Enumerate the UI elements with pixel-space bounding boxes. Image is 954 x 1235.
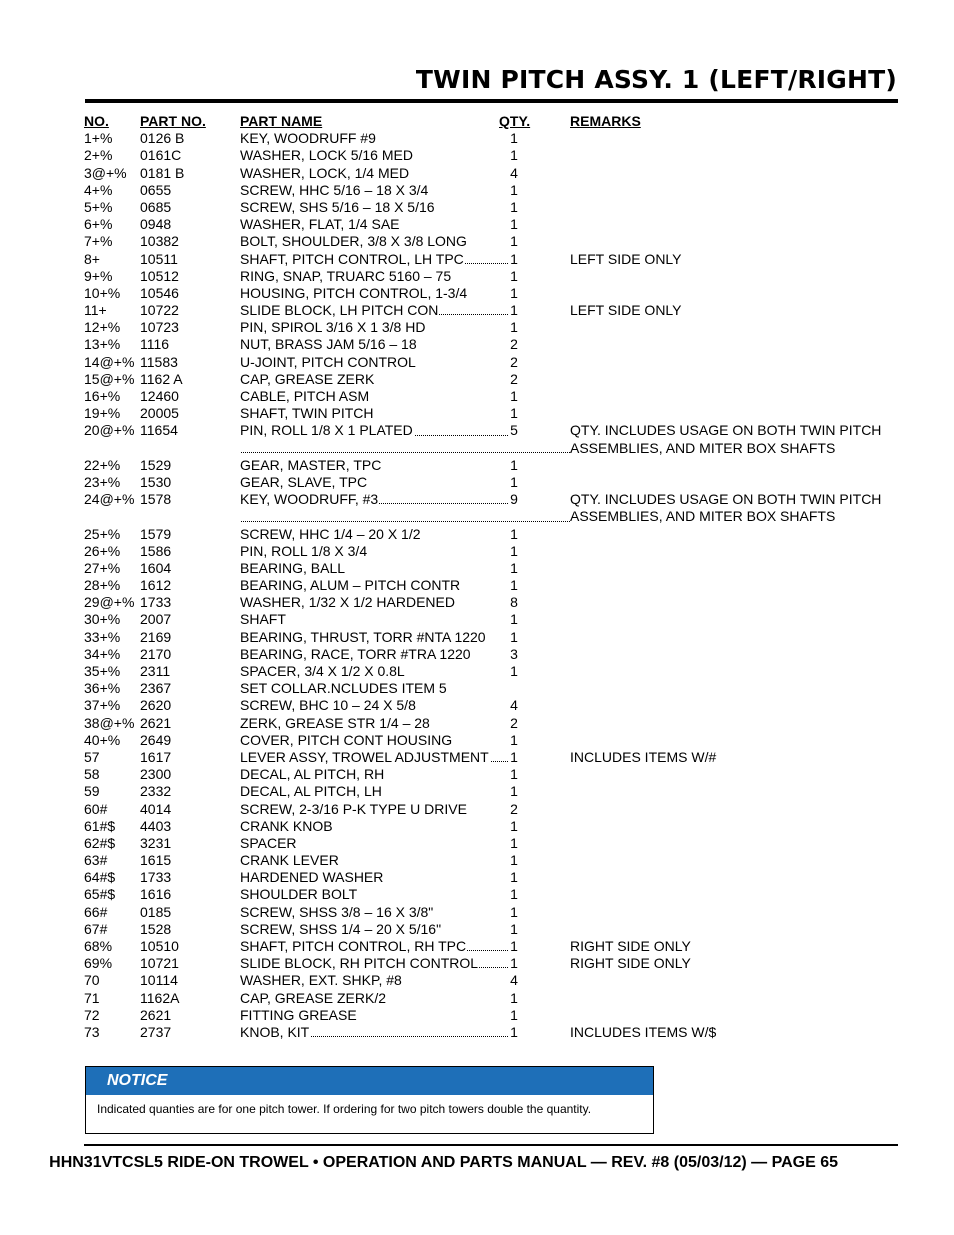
- part-number: 1579: [140, 525, 172, 542]
- quantity: 1: [510, 748, 518, 765]
- item-no: 66#: [84, 903, 108, 920]
- quantity: 1: [510, 611, 518, 628]
- table-row: [84, 491, 884, 508]
- part-number: 1733: [140, 869, 172, 886]
- quantity: 2: [510, 353, 518, 370]
- part-number: 10721: [140, 955, 179, 972]
- quantity: 1: [510, 319, 518, 336]
- quantity: 1: [510, 955, 518, 972]
- item-no: 67#: [84, 920, 108, 937]
- remarks: INCLUDES ITEMS W/$: [570, 1023, 717, 1040]
- part-name-leader: [240, 302, 508, 319]
- item-no: 73: [84, 1023, 100, 1040]
- item-no: 33+%: [84, 628, 121, 645]
- remarks: QTY. INCLUDES USAGE ON BOTH TWIN PITCH: [570, 422, 882, 439]
- quantity: 1: [510, 233, 518, 250]
- table-row: [84, 938, 884, 955]
- item-no: 12+%: [84, 319, 121, 336]
- part-number: 3231: [140, 834, 172, 851]
- table-row: [84, 629, 884, 646]
- part-number: 1529: [140, 456, 172, 473]
- item-no: 27+%: [84, 559, 121, 576]
- part-name: BOLT, SHOULDER, 3/8 X 3/8 LONG: [240, 233, 467, 250]
- header-part-no: PART NO.: [140, 113, 206, 129]
- part-number: 2007: [140, 611, 172, 628]
- parts-table: [84, 113, 884, 1041]
- item-no: 60#: [84, 800, 108, 817]
- part-name: PIN, ROLL 1/8 X 3/4: [240, 542, 368, 559]
- part-number: 0126 B: [140, 130, 185, 147]
- table-row: [84, 852, 884, 869]
- part-name: COVER, PITCH CONT HOUSING: [240, 731, 453, 748]
- part-number: 2170: [140, 645, 172, 662]
- part-number: 1615: [140, 852, 172, 869]
- part-name: BEARING, BALL: [240, 559, 346, 576]
- table-row: [84, 1024, 884, 1041]
- part-name: SLIDE BLOCK, RH PITCH CONTROL: [240, 955, 479, 972]
- item-no: 59: [84, 783, 100, 800]
- table-row: [84, 302, 884, 319]
- table-row: [84, 543, 884, 560]
- item-no: 13+%: [84, 336, 121, 353]
- table-row: [84, 904, 884, 921]
- quantity: 4: [510, 697, 518, 714]
- title-divider: [85, 99, 898, 103]
- quantity: 1: [510, 267, 518, 284]
- item-no: 72: [84, 1006, 100, 1023]
- part-name: SHAFT, TWIN PITCH: [240, 405, 374, 422]
- header-part-name: PART NAME: [240, 113, 323, 129]
- table-row: [84, 697, 884, 714]
- item-no: 23+%: [84, 473, 121, 490]
- table-row: [84, 732, 884, 749]
- part-name: CAP, GREASE ZERK/2: [240, 989, 387, 1006]
- quantity: 3: [510, 645, 518, 662]
- item-no: 4+%: [84, 181, 113, 198]
- item-no: 68%: [84, 938, 113, 954]
- table-row: [84, 440, 884, 457]
- part-number: 11583: [140, 353, 178, 370]
- table-row: [84, 560, 884, 577]
- part-name: RING, SNAP, TRUARC 5160 – 75: [240, 267, 452, 284]
- quantity: 1: [510, 628, 518, 645]
- table-row: [84, 182, 884, 199]
- part-number: 1586: [140, 542, 172, 559]
- table-row: [84, 251, 884, 268]
- part-name: SCREW, HHC 5/16 – 18 X 3/4: [240, 181, 429, 198]
- part-name-leader: [240, 938, 508, 955]
- item-no: 63#: [84, 852, 108, 869]
- table-row: [84, 422, 884, 439]
- quantity: 1: [510, 388, 518, 404]
- table-row: [84, 508, 884, 525]
- remarks: ASSEMBLIES, AND MITER BOX SHAFTS: [570, 439, 836, 456]
- part-number: 0185: [140, 903, 172, 920]
- table-row: [84, 783, 884, 800]
- table-row: [84, 388, 884, 405]
- item-no: 16+%: [84, 388, 121, 404]
- table-row: [84, 405, 884, 422]
- item-no: 61#$: [84, 817, 116, 834]
- quantity: 1: [510, 852, 518, 869]
- quantity: 4: [510, 972, 518, 989]
- table-row: [84, 594, 884, 611]
- quantity: 1: [510, 542, 518, 559]
- part-name: HARDENED WASHER: [240, 869, 384, 886]
- part-number: 1162A: [140, 989, 180, 1006]
- item-no: 38@+%: [84, 714, 135, 731]
- table-row: [84, 319, 884, 336]
- item-no: 10+%: [84, 284, 121, 301]
- part-number: 10723: [140, 319, 179, 336]
- part-name-leader: [240, 955, 508, 972]
- item-no: 29@+%: [84, 594, 135, 611]
- table-row: [84, 165, 884, 182]
- table-row: [84, 457, 884, 474]
- footer-divider: [84, 1144, 898, 1146]
- item-no: 70: [84, 972, 100, 989]
- notice-box: [85, 1066, 654, 1134]
- quantity: 1: [510, 198, 518, 215]
- item-no: 34+%: [84, 645, 121, 662]
- part-name: SPACER: [240, 834, 297, 851]
- table-header: [84, 113, 884, 130]
- part-name: SCREW, SHS 5/16 – 18 X 5/16: [240, 198, 435, 215]
- table-row: [84, 801, 884, 818]
- part-name: GEAR, MASTER, TPC: [240, 456, 382, 473]
- item-no: 65#$: [84, 886, 116, 903]
- item-no: 58: [84, 766, 100, 783]
- table-row: [84, 646, 884, 663]
- remarks: QTY. INCLUDES USAGE ON BOTH TWIN PITCH: [570, 491, 882, 508]
- part-name: BEARING, ALUM – PITCH CONTR: [240, 577, 461, 594]
- table-row: [84, 972, 884, 989]
- part-name: PIN, SPIROL 3/16 X 1 3/8 HD: [240, 319, 426, 336]
- part-name: SLIDE BLOCK, LH PITCH CON: [240, 302, 439, 319]
- item-no: 6+%: [84, 216, 113, 233]
- part-number: 1612: [140, 577, 172, 594]
- quantity: 1: [510, 577, 518, 594]
- item-no: 69%: [84, 955, 113, 972]
- quantity: 1: [510, 766, 518, 783]
- remarks: RIGHT SIDE ONLY: [570, 955, 691, 972]
- part-number: 4014: [140, 800, 172, 817]
- part-name: SCREW, 2-3/16 P-K TYPE U DRIVE: [240, 800, 467, 817]
- item-no: 57: [84, 748, 100, 765]
- part-name: BEARING, RACE, TORR #TRA 1220: [240, 645, 471, 662]
- part-number: 1604: [140, 559, 172, 576]
- item-no: 71: [84, 989, 100, 1006]
- table-row: [84, 921, 884, 938]
- part-name: KEY, WOODRUFF #9: [240, 130, 376, 147]
- table-row: [84, 749, 884, 766]
- part-name: ZERK, GREASE STR 1/4 – 28: [240, 714, 430, 731]
- part-number: 0948: [140, 216, 172, 233]
- part-name: [240, 440, 241, 456]
- part-number: 0181 B: [140, 164, 185, 181]
- quantity: 9: [510, 491, 518, 508]
- part-name: LEVER ASSY, TROWEL ADJUSTMENT: [240, 748, 489, 765]
- quantity: 1: [510, 147, 518, 164]
- item-no: 40+%: [84, 731, 121, 748]
- part-name: BEARING, THRUST, TORR #NTA 1220: [240, 628, 486, 645]
- part-name: GEAR, SLAVE, TPC: [240, 473, 368, 490]
- part-number: 12460: [140, 388, 179, 404]
- quantity: 1: [510, 834, 518, 851]
- part-number: 10510: [140, 938, 179, 954]
- part-number: 2300: [140, 766, 172, 783]
- part-name-leader: [240, 508, 570, 525]
- part-name: SET COLLAR.NCLUDES ITEM 5: [240, 680, 447, 697]
- part-number: 2367: [140, 680, 172, 697]
- table-row: [84, 818, 884, 835]
- table-row: [84, 285, 884, 302]
- part-name: CRANK KNOB: [240, 817, 333, 834]
- part-number: 10114: [140, 972, 178, 989]
- part-name: PIN, ROLL 1/8 X 1 PLATED: [240, 422, 413, 439]
- quantity: 1: [510, 525, 518, 542]
- part-name: SCREW, BHC 10 – 24 X 5/8: [240, 697, 416, 714]
- table-row: [84, 130, 884, 147]
- item-no: 11+: [84, 302, 107, 319]
- part-number: 1616: [140, 886, 172, 903]
- table-row: [84, 199, 884, 216]
- remarks: RIGHT SIDE ONLY: [570, 938, 691, 954]
- part-name: WASHER, LOCK 5/16 MED: [240, 147, 413, 164]
- quantity: 1: [510, 817, 518, 834]
- part-name-leader: [240, 749, 508, 766]
- quantity: 1: [510, 1023, 518, 1040]
- part-name: SHOULDER BOLT: [240, 886, 358, 903]
- item-no: 28+%: [84, 577, 121, 594]
- item-no: 25+%: [84, 525, 121, 542]
- table-row: [84, 336, 884, 353]
- part-name: WASHER, FLAT, 1/4 SAE: [240, 216, 400, 233]
- table-row: [84, 715, 884, 732]
- quantity: 1: [510, 456, 518, 473]
- part-name: WASHER, 1/32 X 1/2 HARDENED: [240, 594, 455, 611]
- part-name: KEY, WOODRUFF, #3: [240, 491, 379, 508]
- part-number: 1530: [140, 473, 172, 490]
- part-name: SCREW, SHSS 1/4 – 20 X 5/16": [240, 920, 442, 937]
- table-row: [84, 371, 884, 388]
- part-name: SCREW, SHSS 3/8 – 16 X 3/8": [240, 903, 434, 920]
- item-no: 2+%: [84, 147, 113, 164]
- part-name-leader: [240, 1024, 508, 1041]
- part-name: DECAL, AL PITCH, LH: [240, 783, 382, 800]
- quantity: 1: [510, 130, 518, 147]
- table-row: [84, 354, 884, 371]
- remarks: LEFT SIDE ONLY: [570, 250, 682, 267]
- item-no: 22+%: [84, 456, 121, 473]
- item-no: 7+%: [84, 233, 113, 250]
- item-no: 35+%: [84, 663, 121, 679]
- part-number: 4403: [140, 817, 172, 834]
- part-name-leader: [240, 422, 508, 439]
- quantity: 2: [510, 714, 518, 731]
- leader-dots: [240, 452, 570, 453]
- table-row: [84, 216, 884, 233]
- part-number: 0655: [140, 181, 172, 198]
- item-no: 20@+%: [84, 422, 135, 439]
- table-row: [84, 955, 884, 972]
- notice-text: Indicated quanties are for one pitch tower. If ordering for two pitch towers double the quantity.: [97, 1102, 592, 1116]
- table-row: [84, 268, 884, 285]
- item-no: 3@+%: [84, 164, 127, 181]
- table-body: [84, 130, 884, 1041]
- quantity: 1: [510, 920, 518, 937]
- item-no: 19+%: [84, 405, 121, 422]
- quantity: 1: [510, 216, 518, 233]
- table-row: [84, 886, 884, 903]
- part-number: 20005: [140, 405, 179, 422]
- table-row: [84, 663, 884, 680]
- part-number: 2620: [140, 697, 172, 714]
- table-row: [84, 577, 884, 594]
- quantity: 1: [510, 302, 518, 319]
- page-title: TWIN PITCH ASSY. 1 (LEFT/RIGHT): [415, 65, 897, 94]
- table-row: [84, 835, 884, 852]
- quantity: 4: [510, 164, 518, 181]
- part-name: [240, 508, 241, 524]
- part-name: U-JOINT, PITCH CONTROL: [240, 353, 416, 370]
- part-name: SHAFT: [240, 611, 286, 628]
- part-number: 1617: [140, 748, 172, 765]
- header-no: NO.: [84, 113, 109, 129]
- part-name: SCREW, HHC 1/4 – 20 X 1/2: [240, 525, 421, 542]
- part-number: 0685: [140, 198, 172, 215]
- part-name: SHAFT, PITCH CONTROL, RH TPC: [240, 938, 467, 954]
- table-row: [84, 869, 884, 886]
- quantity: 2: [510, 800, 518, 817]
- part-name-leader: [240, 491, 508, 508]
- part-number: 2621: [140, 714, 172, 731]
- header-remarks: REMARKS: [570, 113, 641, 129]
- part-name: KNOB, KIT: [240, 1023, 310, 1040]
- quantity: 1: [510, 783, 518, 800]
- part-number: 2621: [140, 1006, 172, 1023]
- item-no: 1+%: [84, 130, 113, 147]
- item-no: 24@+%: [84, 491, 135, 508]
- quantity: 1: [510, 989, 518, 1006]
- quantity: 1: [510, 903, 518, 920]
- part-number: 10512: [140, 267, 179, 284]
- remarks: LEFT SIDE ONLY: [570, 302, 682, 319]
- part-name: WASHER, LOCK, 1/4 MED: [240, 164, 410, 181]
- quantity: 1: [510, 869, 518, 886]
- part-number: 2737: [140, 1023, 172, 1040]
- quantity: 8: [510, 594, 518, 611]
- part-number: 2311: [140, 663, 171, 679]
- quantity: 1: [510, 284, 518, 301]
- item-no: 30+%: [84, 611, 121, 628]
- part-number: 10546: [140, 284, 179, 301]
- part-name: CABLE, PITCH ASM: [240, 388, 370, 404]
- table-row: [84, 474, 884, 491]
- header-qty: QTY.: [499, 113, 531, 129]
- part-number: 2169: [140, 628, 172, 645]
- quantity: 2: [510, 336, 518, 353]
- item-no: 36+%: [84, 680, 121, 697]
- quantity: 1: [510, 250, 518, 267]
- table-row: [84, 1007, 884, 1024]
- remarks: INCLUDES ITEMS W/#: [570, 748, 717, 765]
- quantity: 5: [510, 422, 518, 439]
- part-number: 1162 A: [140, 370, 183, 387]
- quantity: 1: [510, 405, 518, 422]
- part-number: 10382: [140, 233, 179, 250]
- part-name: NUT, BRASS JAM 5/16 – 18: [240, 336, 417, 353]
- leader-dots: [240, 521, 570, 522]
- quantity: 1: [510, 663, 518, 679]
- remarks: ASSEMBLIES, AND MITER BOX SHAFTS: [570, 508, 836, 525]
- part-name-leader: [240, 440, 570, 457]
- part-name: CRANK LEVER: [240, 852, 339, 869]
- quantity: 1: [510, 1006, 518, 1023]
- part-number: 0161C: [140, 147, 182, 164]
- quantity: 1: [510, 938, 518, 954]
- table-row: [84, 611, 884, 628]
- table-row: [84, 680, 884, 697]
- part-number: 11654: [140, 422, 178, 439]
- part-number: 1578: [140, 491, 172, 508]
- quantity: 1: [510, 473, 518, 490]
- quantity: 2: [510, 370, 518, 387]
- quantity: 1: [510, 886, 518, 903]
- table-row: [84, 233, 884, 250]
- quantity: 1: [510, 731, 518, 748]
- part-name: WASHER, EXT. SHKP, #8: [240, 972, 402, 989]
- item-no: 5+%: [84, 198, 113, 215]
- part-number: 1733: [140, 594, 172, 611]
- item-no: 37+%: [84, 697, 121, 714]
- part-number: 2649: [140, 731, 172, 748]
- part-name: HOUSING, PITCH CONTROL, 1-3/4: [240, 284, 468, 301]
- quantity: 1: [510, 181, 518, 198]
- table-row: [84, 147, 884, 164]
- part-name: DECAL, AL PITCH, RH: [240, 766, 385, 783]
- item-no: 14@+%: [84, 353, 135, 370]
- part-number: 1116: [140, 336, 170, 353]
- part-name: FITTING GREASE: [240, 1006, 357, 1023]
- part-name: SHAFT, PITCH CONTROL, LH TPC: [240, 250, 464, 267]
- item-no: 64#$: [84, 869, 116, 886]
- table-row: [84, 990, 884, 1007]
- item-no: 15@+%: [84, 370, 135, 387]
- part-number: 2332: [140, 783, 172, 800]
- quantity: 1: [510, 559, 518, 576]
- item-no: 8+: [84, 250, 100, 267]
- table-row: [84, 766, 884, 783]
- notice-label: NOTICE: [86, 1067, 653, 1095]
- part-name: CAP, GREASE ZERK: [240, 370, 375, 387]
- part-number: 1528: [140, 920, 172, 937]
- part-name: SPACER, 3/4 X 1/2 X 0.8L: [240, 663, 405, 679]
- part-number: 10722: [140, 302, 179, 319]
- part-name-leader: [240, 251, 508, 268]
- item-no: 62#$: [84, 834, 116, 851]
- part-number: 10511: [140, 250, 178, 267]
- page-footer: HHN31VTCSL5 RIDE-ON TROWEL • OPERATION AND PARTS MANUAL — REV. #8 (05/03/12) — PAGE 65: [49, 1154, 838, 1171]
- item-no: 26+%: [84, 542, 121, 559]
- table-row: [84, 526, 884, 543]
- item-no: 9+%: [84, 267, 113, 284]
